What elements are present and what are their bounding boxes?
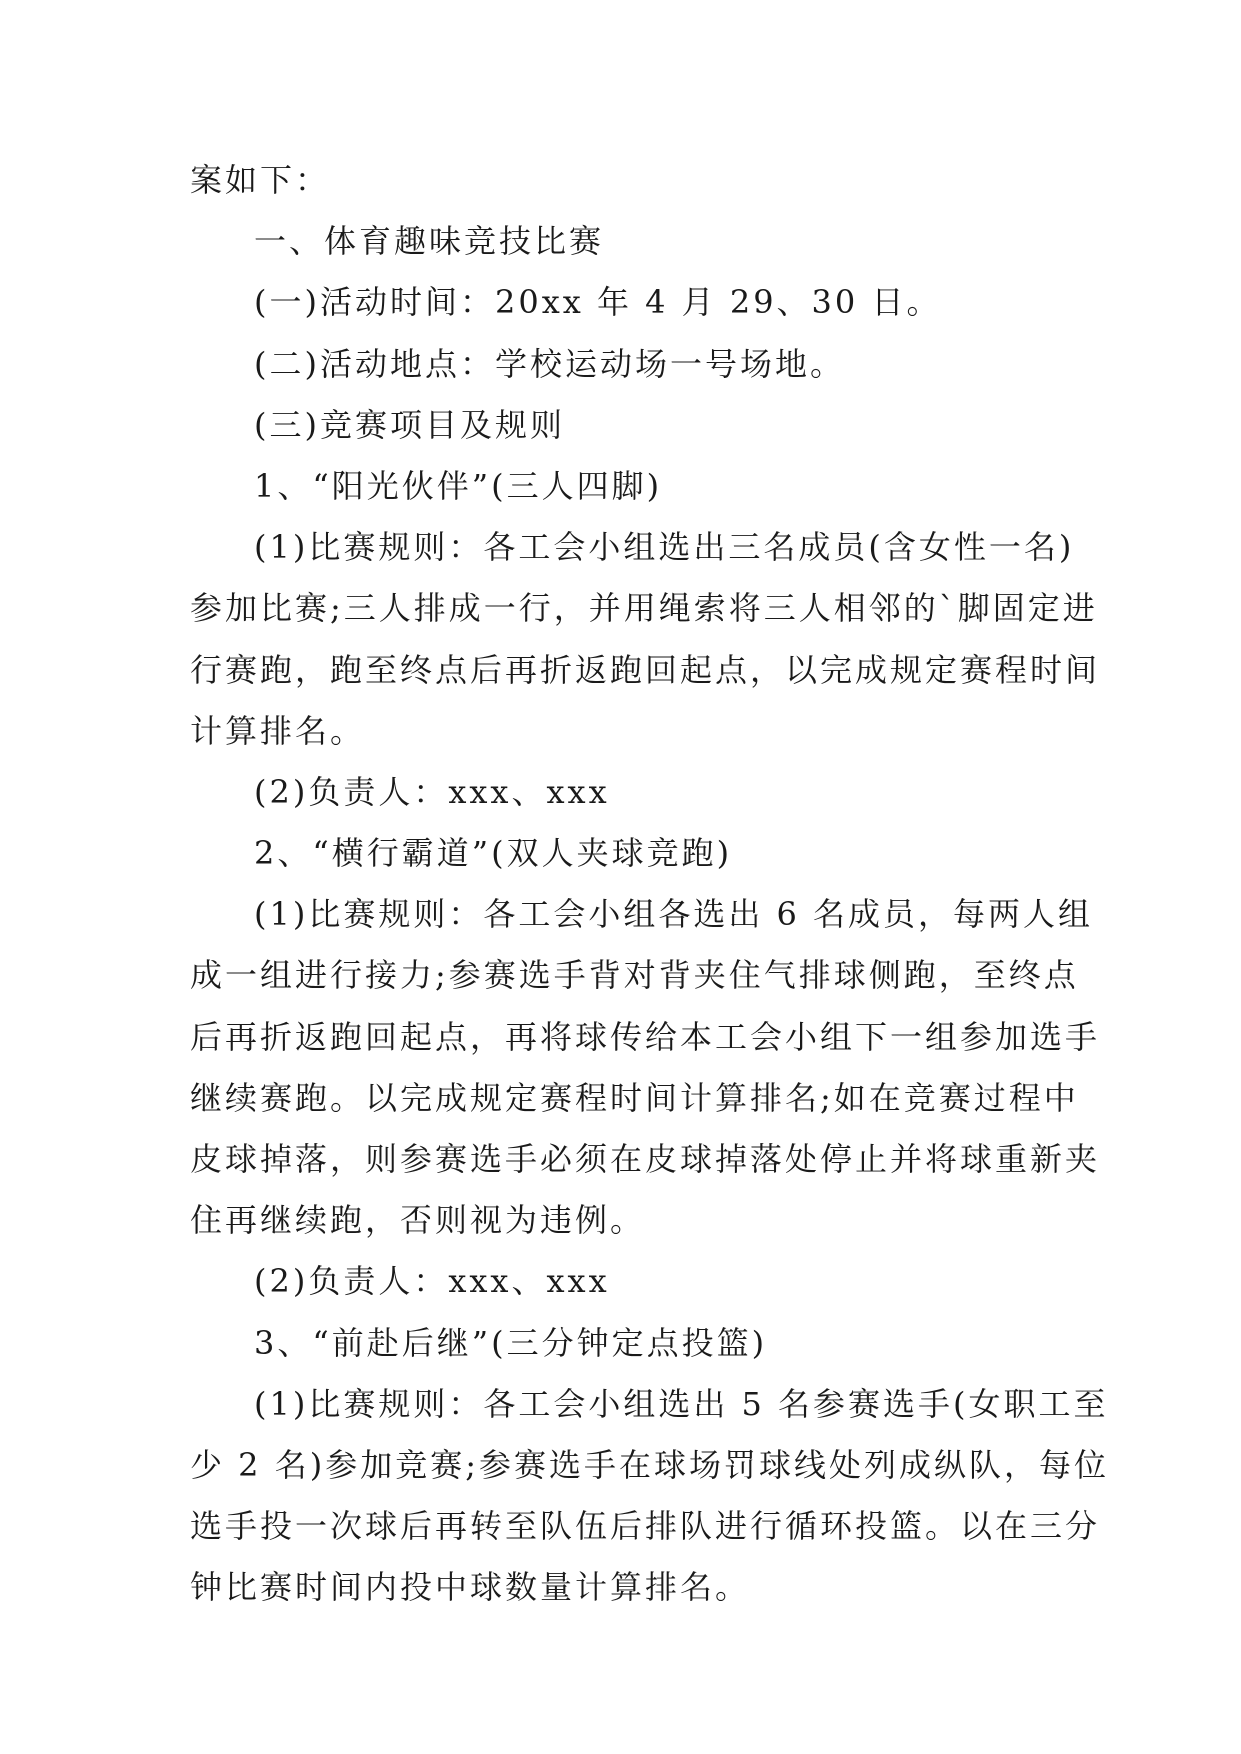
section-heading: 一、体育趣味竞技比赛 bbox=[254, 222, 605, 261]
text-line: 钟比赛时间内投中球数量计算排名。 bbox=[190, 1568, 751, 1607]
text-line: 选手投一次球后再转至队伍后排队进行循环投篮。以在三分 bbox=[190, 1507, 1101, 1546]
text-line: 案如下： bbox=[190, 161, 331, 199]
text-line: 行赛跑，跑至终点后再折返跑回起点，以完成规定赛程时间 bbox=[190, 650, 1101, 689]
text-line: (二)活动地点：学校运动场一号场地。 bbox=[254, 344, 845, 383]
text-line: (2)负责人：xxx、xxx bbox=[254, 772, 610, 811]
text-line: 皮球掉落，则参赛选手必须在皮球掉落处停止并将球重新夹 bbox=[190, 1140, 1101, 1178]
text-line: 住再继续跑，否则视为违例。 bbox=[190, 1201, 646, 1240]
text-line: 后再折返跑回起点，再将球传给本工会小组下一组参加选手 bbox=[190, 1017, 1101, 1056]
text-line: 参加比赛;三人排成一行，并用绳索将三人相邻的`脚固定进 bbox=[190, 589, 1098, 628]
document-body bbox=[190, 161, 1109, 1631]
text-line: (1)比赛规则：各工会小组选出三名成员(含女性一名) bbox=[254, 528, 1075, 567]
text-line: 成一组进行接力;参赛选手背对背夹住气排球侧跑，至终点 bbox=[190, 956, 1079, 995]
item-heading: 3、“前赴后继”(三分钟定点投篮) bbox=[254, 1323, 768, 1362]
text-line: (2)负责人：xxx、xxx bbox=[254, 1262, 610, 1301]
text-line: 少 2 名)参加竞赛;参赛选手在球场罚球线处列成纵队，每位 bbox=[190, 1445, 1109, 1484]
item-heading: 1、“阳光伙伴”(三人四脚) bbox=[254, 466, 663, 505]
text-line: (1)比赛规则：各工会小组各选出 6 名成员，每两人组 bbox=[254, 895, 1094, 934]
text-line: 计算排名。 bbox=[190, 711, 366, 750]
text-line: (一)活动时间：20xx 年 4 月 29、30 日。 bbox=[254, 283, 942, 322]
text-line: (1)比赛规则：各工会小组选出 5 名参赛选手(女职工至 bbox=[254, 1384, 1109, 1423]
subsection-heading: (三)竞赛项目及规则 bbox=[254, 405, 565, 444]
text-line: 继续赛跑。以完成规定赛程时间计算排名;如在竞赛过程中 bbox=[190, 1078, 1079, 1117]
item-heading: 2、“横行霸道”(双人夹球竞跑) bbox=[254, 834, 733, 873]
